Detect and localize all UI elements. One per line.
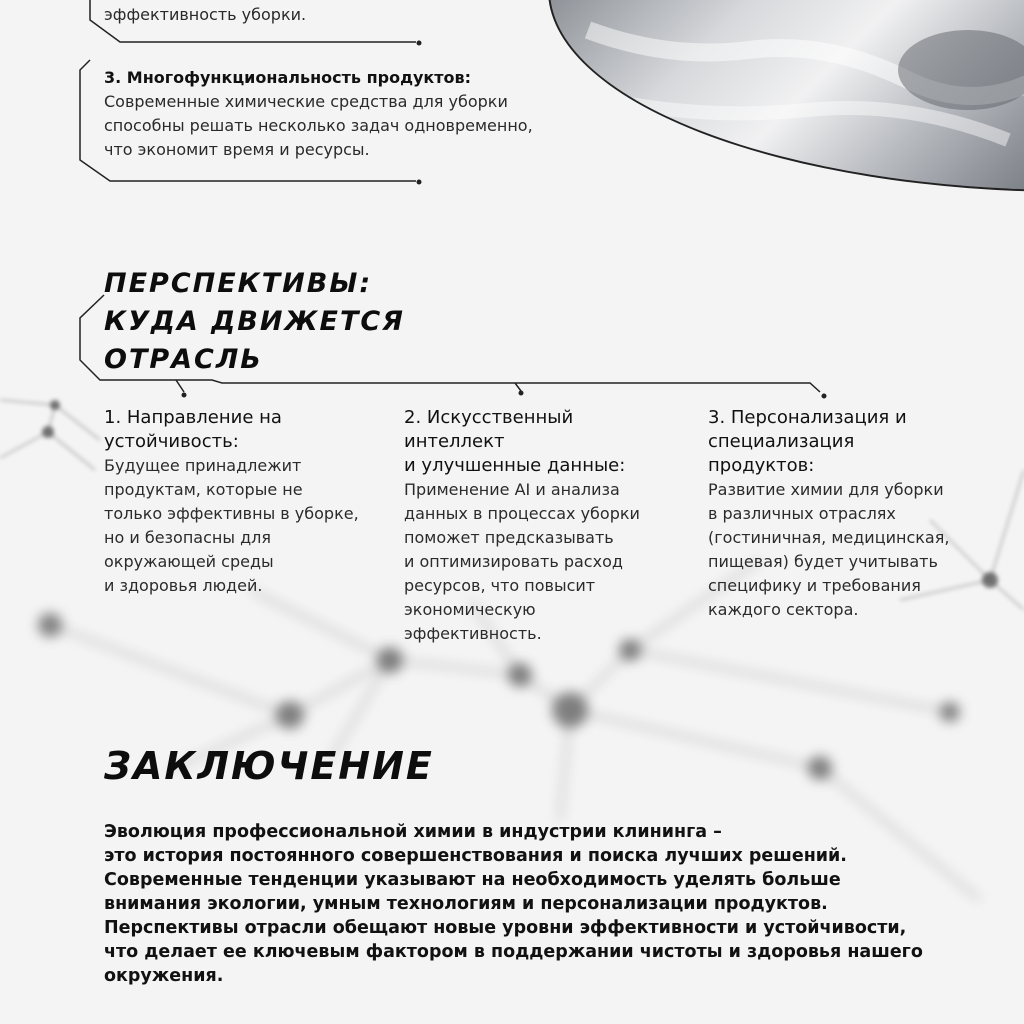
body-line: но и безопасны для — [104, 528, 271, 547]
column-title — [404, 406, 674, 478]
body-line: данных в процессах уборки — [404, 504, 640, 523]
body-line: специфику и требования — [708, 576, 921, 595]
conclusion-line: Эволюция профессиональной химии в индустрии клининга – — [104, 822, 722, 842]
body-line: Современные химические средства для уборки — [104, 92, 508, 111]
body-line: что экономит время и ресурсы. — [104, 140, 370, 159]
body-line: пищевая) будет учитывать — [708, 552, 938, 571]
body-line: и оптимизировать расход — [404, 552, 623, 571]
conclusion-line: окружения. — [104, 966, 224, 986]
body-line: и здоровья людей. — [104, 576, 263, 595]
body-line: (гостиничная, медицинская, — [708, 528, 950, 547]
conclusion-line: что делает ее ключевым фактором в поддержании чистоты и здоровья нашего — [104, 942, 923, 962]
perspective-ai — [404, 406, 674, 646]
body-line: способны решать несколько задач одновременно, — [104, 116, 533, 135]
body-line: ресурсов, что повысит — [404, 576, 596, 595]
body-line: в различных отраслях — [708, 504, 896, 523]
title-line: 2. Искусственный — [404, 407, 574, 428]
title-line: интеллект — [404, 431, 505, 452]
title-line: специализация — [708, 431, 855, 452]
title-line: устойчивость: — [104, 431, 239, 452]
perspectives-heading — [104, 265, 444, 379]
title-line: 3. Персонализация и — [708, 407, 907, 428]
title-line: продуктов: — [708, 455, 815, 476]
body-line: поможет предсказывать — [404, 528, 614, 547]
heading-line: ОТРАСЛЬ — [104, 344, 263, 375]
body-line: экономическую — [404, 600, 536, 619]
column-title — [104, 406, 374, 454]
body-line: эффективность. — [404, 624, 542, 643]
column-body — [404, 478, 674, 646]
multifunctional-body — [104, 90, 533, 162]
conclusion-line: Перспективы отрасли обещают новые уровни эффективности и устойчивости, — [104, 918, 907, 938]
body-line: каждого сектора. — [708, 600, 859, 619]
multifunctional-title: 3. Многофункциональность продуктов: — [104, 68, 472, 87]
body-line: Развитие химии для уборки — [708, 480, 944, 499]
conclusion-body — [104, 820, 964, 988]
title-line: 1. Направление на — [104, 407, 282, 428]
heading-line: КУДА ДВИЖЕТСЯ — [104, 306, 405, 337]
conclusion-line: Современные тенденции указывают на необходимость уделять больше — [104, 870, 841, 890]
body-line: Будущее принадлежит — [104, 456, 302, 475]
perspective-sustainability — [104, 406, 374, 598]
title-line: и улучшенные данные: — [404, 455, 626, 476]
conclusion-line: внимания экологии, умным технологиям и персонализации продуктов. — [104, 894, 828, 914]
heading-line: ПЕРСПЕКТИВЫ: — [104, 268, 373, 299]
previous-item-tail: эффективность уборки. — [104, 5, 307, 24]
body-line: окружающей среды — [104, 552, 274, 571]
conclusion-heading: ЗАКЛЮЧЕНИЕ — [104, 744, 434, 788]
body-line: продуктам, которые не — [104, 480, 303, 499]
conclusion-line: это история постоянного совершенствования и поиска лучших решений. — [104, 846, 847, 866]
column-body — [708, 478, 978, 622]
perspective-personalization — [708, 406, 978, 622]
column-title — [708, 406, 978, 478]
column-body — [104, 454, 374, 598]
body-line: только эффективны в уборке, — [104, 504, 359, 523]
body-line: Применение AI и анализа — [404, 480, 620, 499]
